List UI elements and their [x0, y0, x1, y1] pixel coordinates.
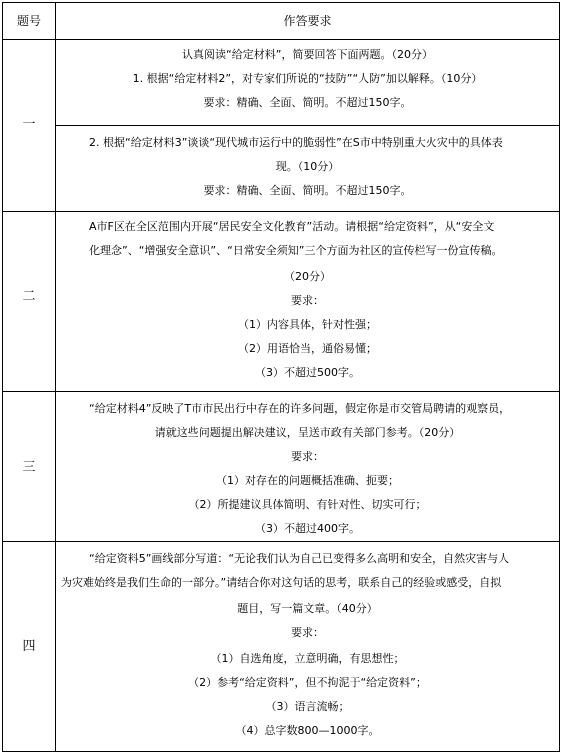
row-divider	[3, 211, 559, 212]
header-divider	[3, 39, 559, 40]
question-number-2: 二	[22, 289, 36, 304]
q4-requirement-1: （1）自选角度，立意明确，有思想性；	[210, 652, 405, 665]
q3-line2: 请就这些问题提出解决建议，呈送市政有关部门参考。（20分）	[154, 426, 461, 439]
row-divider	[3, 391, 559, 392]
subrow-divider	[55, 125, 559, 126]
q3-requirement-2: （2）所提建议具体简明、有针对性、切实可行；	[188, 498, 427, 511]
q3-requirement-1: （1）对存在的问题概括准确、扼要；	[216, 474, 399, 487]
q2-requirement-label: 要求：	[291, 294, 324, 307]
q4-line3: 题目，写一篇文章。（40分）	[237, 602, 378, 615]
q2-score: （20分）	[284, 270, 331, 283]
q3-requirement-3: （3）不超过400字。	[255, 522, 360, 535]
exam-requirements-table	[2, 2, 560, 752]
q3-line1: “给定材料4”反映了T市市民出行中存在的许多问题，假定你是市交管局聘请的观察员，	[89, 402, 511, 415]
q1-intro: 认真阅读“给定材料”，简要回答下面两题。（20分）	[182, 48, 433, 61]
q2-line1: A市F区在全区范围内开展“居民安全文化教育”活动。请根据“给定资料”，从“安全文	[89, 220, 495, 233]
q4-requirement-3: （3）语言流畅；	[265, 700, 350, 713]
q2-line2: 化理念”、“增强安全意识”、“日常安全须知”三个方面为社区的宣传栏写一份宣传稿。	[89, 244, 503, 257]
question-number-1: 一	[22, 117, 36, 132]
header-requirement: 作答要求	[283, 14, 332, 28]
q1-part1-requirement: 要求：精确、全面、简明。不超过150字。	[203, 96, 412, 109]
header-number: 题号	[16, 14, 41, 28]
q3-requirement-label: 要求：	[291, 450, 324, 463]
q1-part1: 1. 根据“给定材料2”，对专家们所说的“技防”“人防”加以解释。（10分）	[132, 72, 483, 85]
q2-requirement-1: （1）内容具体，针对性强；	[238, 318, 377, 331]
q4-line2: 为灾难始终是我们生命的一部分。”请结合你对这句话的思考，联系自己的经验或感受，自拟	[61, 576, 502, 589]
q1-part2-line2: 现。（10分）	[275, 160, 340, 173]
q1-part2-line1: 2. 根据“给定材料3”谈谈“现代城市运行中的脆弱性”在S市中特别重大火灾中的具体表	[89, 136, 503, 149]
q4-requirement-label: 要求：	[291, 626, 324, 639]
row-divider	[3, 541, 559, 542]
q4-requirement-2: （2）参考“给定资料”，但不拘泥于“给定资料”；	[188, 676, 427, 689]
q4-line1: “给定资料5”画线部分写道：“无论我们认为自己已变得多么高明和安全，自然灾害与人	[89, 552, 510, 565]
q4-requirement-4: （4）总字数800—1000字。	[235, 724, 380, 737]
q2-requirement-3: （3）不超过500字。	[255, 366, 360, 379]
q1-part2-requirement: 要求：精确、全面、简明。不超过150字。	[203, 184, 412, 197]
question-number-3: 三	[22, 460, 36, 475]
question-number-4: 四	[22, 639, 36, 654]
q2-requirement-2: （2）用语恰当，通俗易懂；	[238, 342, 377, 355]
